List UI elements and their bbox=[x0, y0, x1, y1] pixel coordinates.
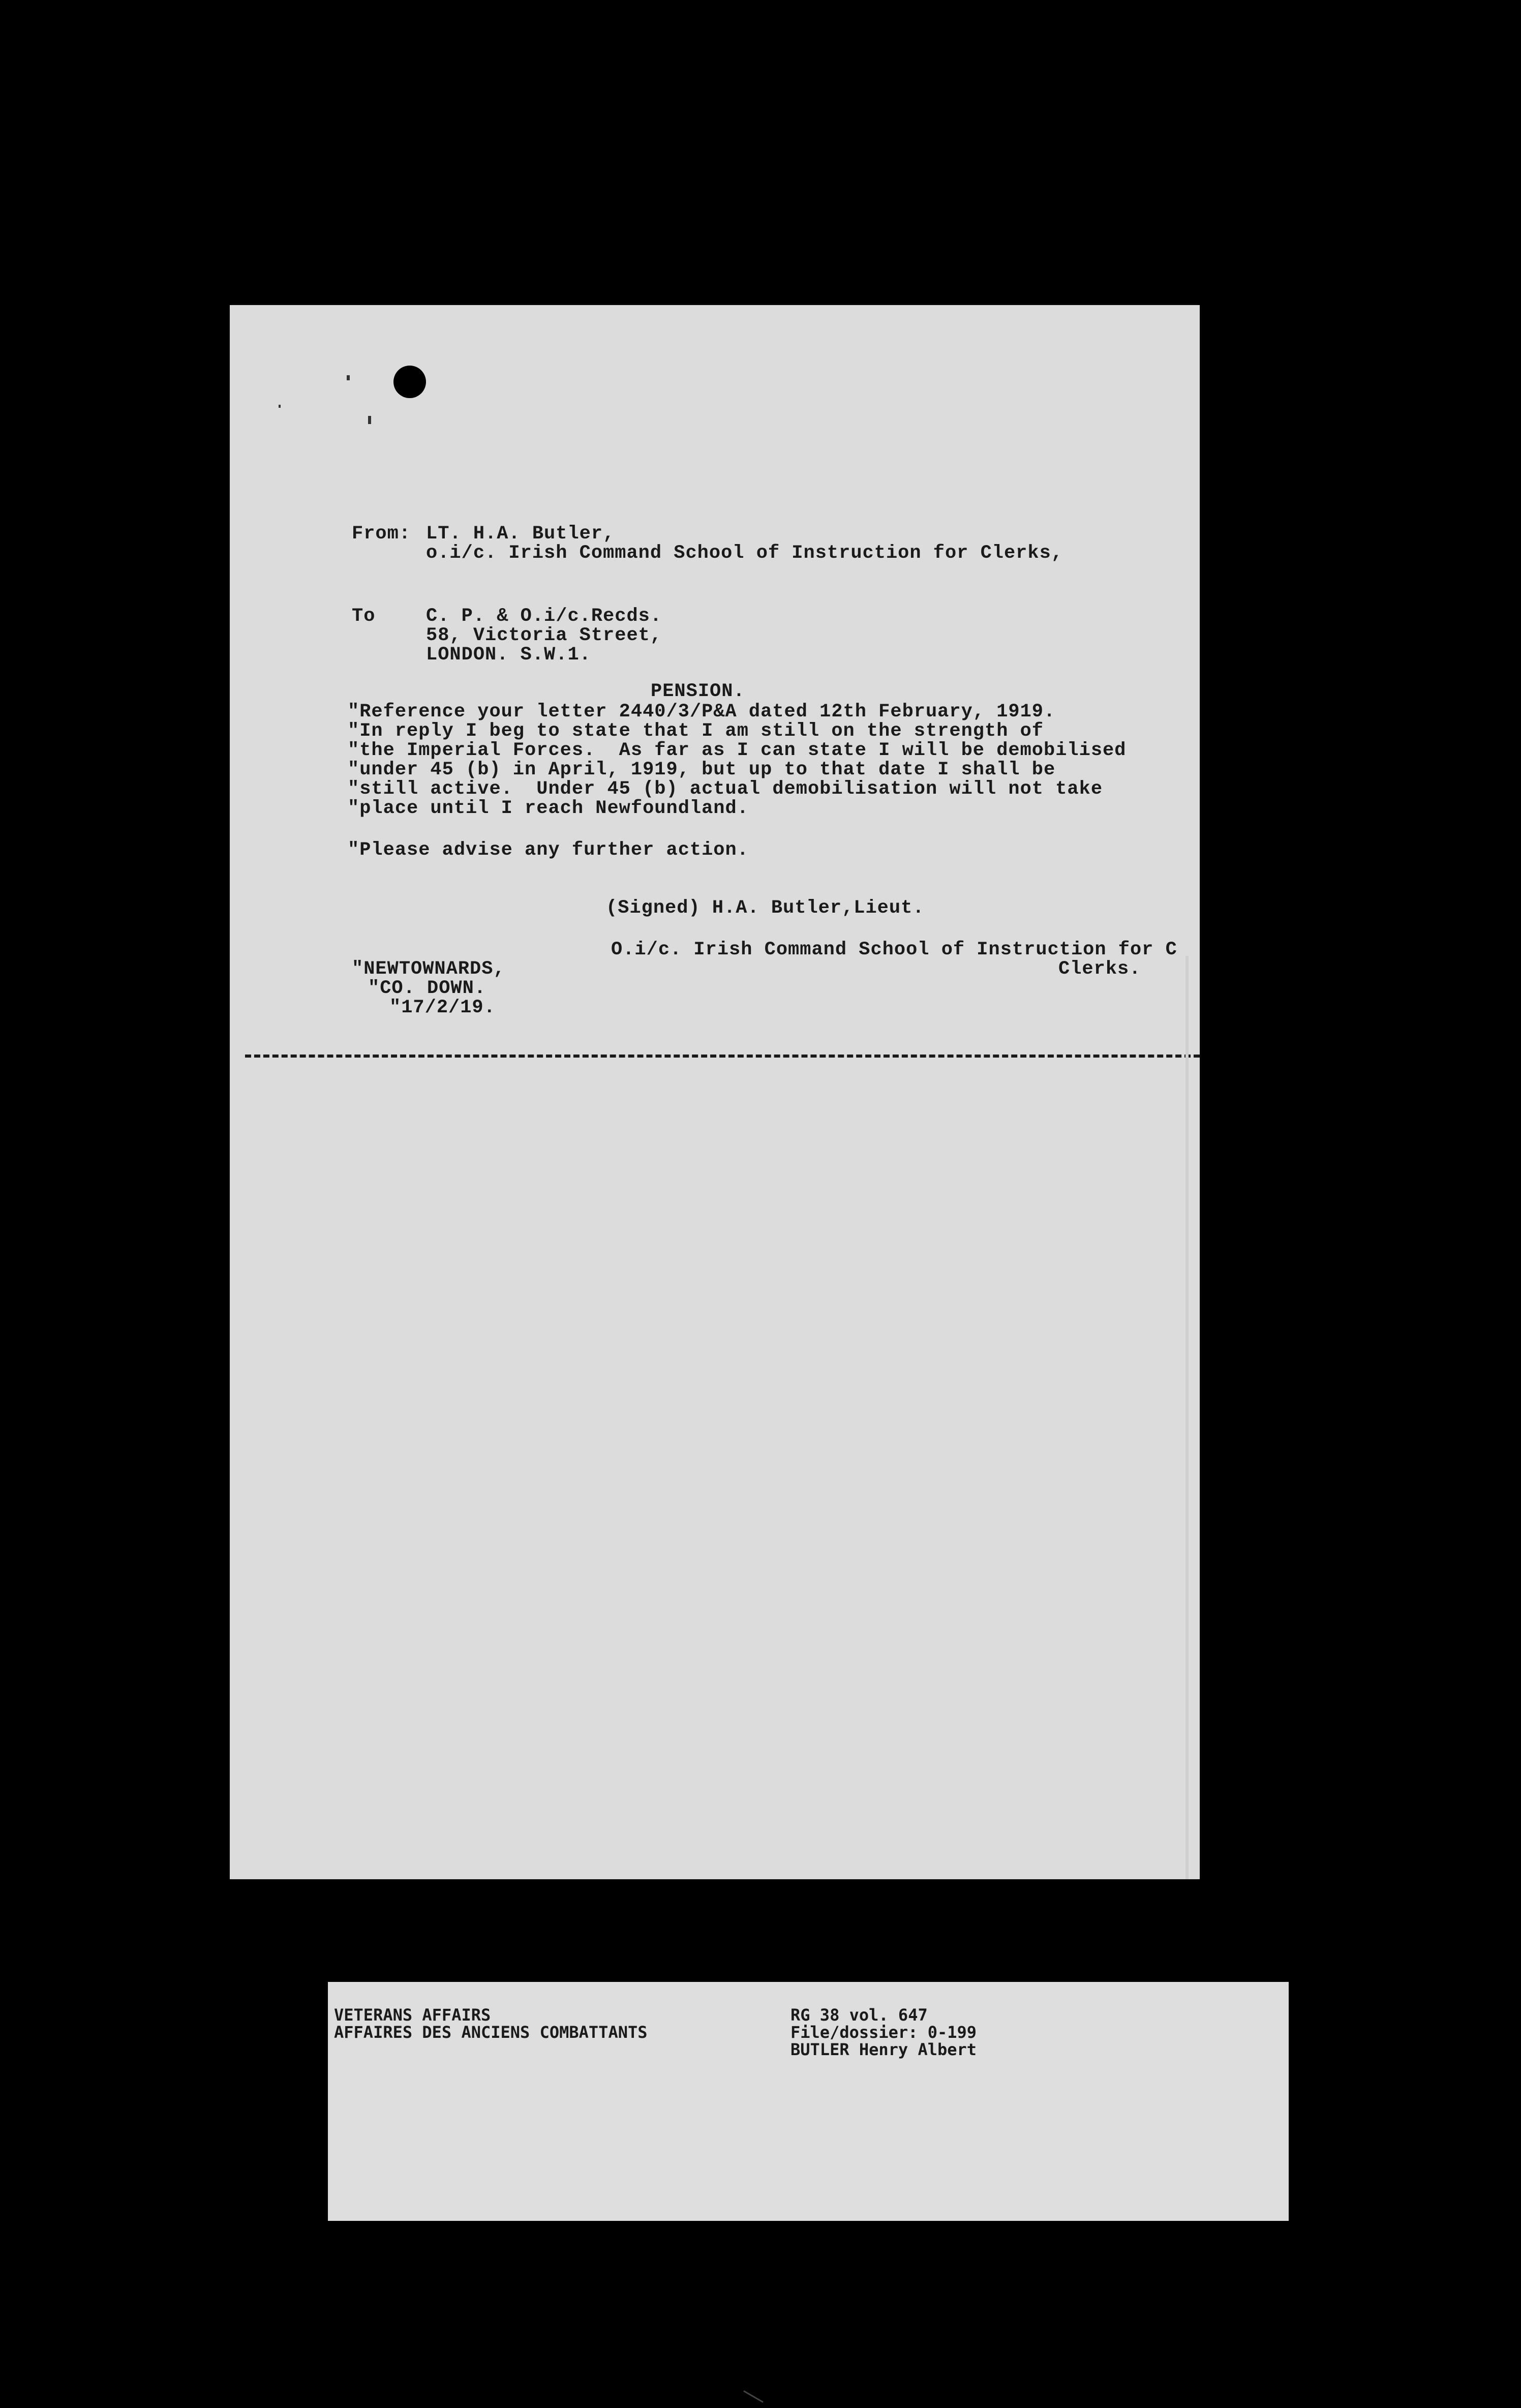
to-line-1: C. P. & O.i/c.Recds. bbox=[426, 606, 662, 627]
from-line-1: LT. H.A. Butler, bbox=[426, 523, 615, 545]
body-line-1: "Reference your letter 2440/3/P&A dated 12th February, 1919. bbox=[348, 701, 1056, 723]
letter-heading: PENSION. bbox=[651, 681, 745, 702]
body-line-4: "under 45 (b) in April, 1919, but up to that date I shall be bbox=[348, 759, 1056, 780]
archive-label-card bbox=[328, 1982, 1289, 2221]
place-line-2: "CO. DOWN. bbox=[368, 978, 486, 999]
body-line-2: "In reply I beg to state that I am still on the strength of bbox=[348, 720, 1044, 742]
paper-speck bbox=[347, 375, 350, 380]
page-edge-shadow bbox=[1185, 956, 1189, 1879]
archive-subject-name: BUTLER Henry Albert bbox=[790, 2040, 977, 2059]
paper-speck bbox=[279, 405, 281, 408]
body-line-5: "still active. Under 45 (b) actual demobilisation will not take bbox=[348, 778, 1103, 800]
to-line-3: LONDON. S.W.1. bbox=[426, 644, 591, 666]
archive-reference: RG 38 vol. 647 bbox=[790, 2005, 928, 2025]
from-line-2: o.i/c. Irish Command School of Instruction for Clerks, bbox=[426, 543, 1063, 564]
punch-hole bbox=[393, 366, 426, 398]
signed-line: (Signed) H.A. Butler,Lieut. bbox=[606, 897, 925, 919]
to-line-2: 58, Victoria Street, bbox=[426, 625, 662, 646]
signature-title-line-1: O.i/c. Irish Command School of Instruction for C bbox=[611, 939, 1177, 960]
archive-label-line-1: VETERANS AFFAIRS bbox=[334, 2005, 491, 2025]
signature-title-line-2: Clerks. bbox=[1058, 958, 1141, 980]
from-label: From: bbox=[352, 523, 411, 545]
to-label: To bbox=[352, 606, 376, 627]
paper-speck bbox=[368, 416, 371, 424]
dashed-divider bbox=[245, 1055, 1200, 1058]
advise-line: "Please advise any further action. bbox=[348, 839, 749, 861]
body-line-3: "the Imperial Forces. As far as I can state I will be demobilised bbox=[348, 740, 1127, 761]
film-scratch bbox=[743, 2390, 764, 2403]
body-line-6: "place until I reach Newfoundland. bbox=[348, 798, 749, 819]
archive-label-line-2: AFFAIRES DES ANCIENS COMBATTANTS bbox=[334, 2023, 648, 2042]
place-line-1: "NEWTOWNARDS, bbox=[352, 958, 505, 980]
letter-sheet bbox=[230, 305, 1200, 1879]
archive-file-number: File/dossier: 0-199 bbox=[790, 2023, 977, 2042]
place-line-3: "17/2/19. bbox=[389, 997, 496, 1018]
